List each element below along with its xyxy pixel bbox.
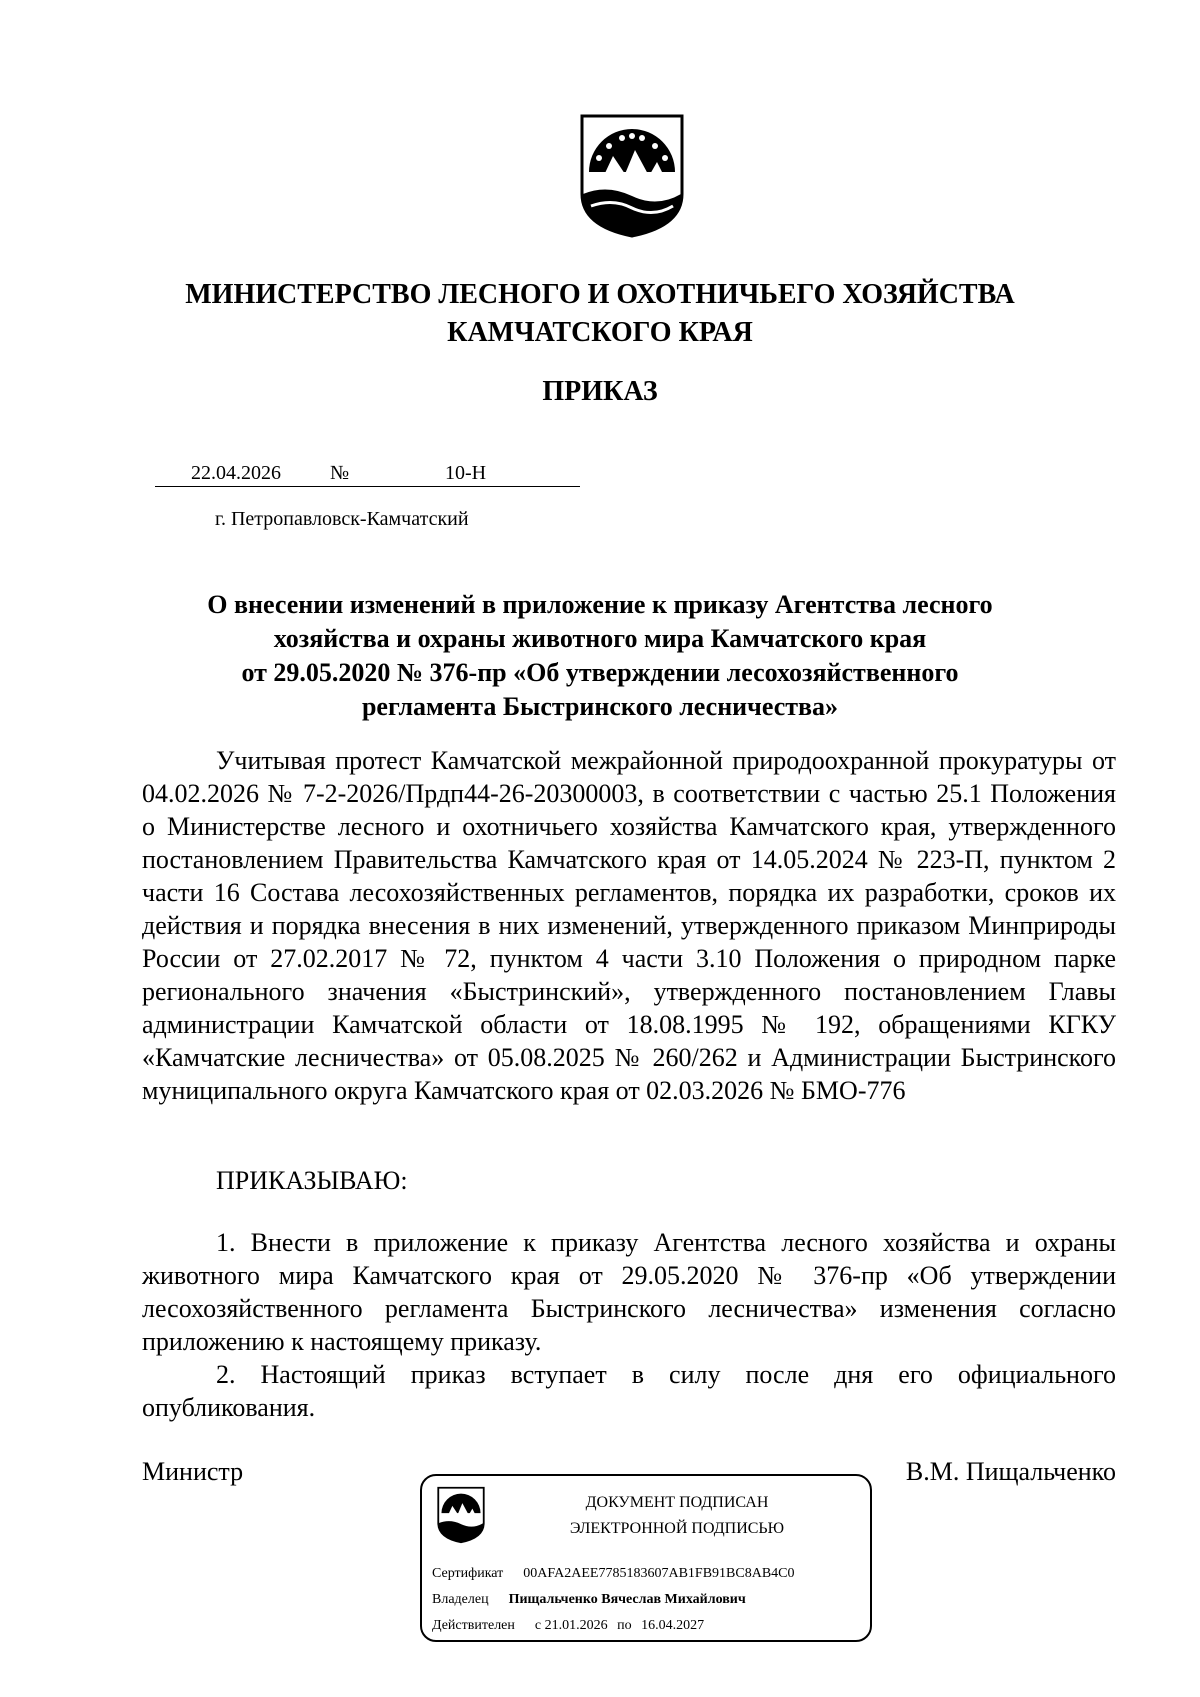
owner-label: Владелец xyxy=(432,1592,489,1607)
ministry-name xyxy=(0,276,1200,352)
electronic-signature-stamp xyxy=(420,1474,872,1642)
validity-label: Действителен xyxy=(432,1618,515,1633)
certificate-value: 00AFA2AEE7785183607AB1FB91BC8AB4C0 xyxy=(523,1566,795,1581)
signatory-name: В.М. Пищальченко xyxy=(905,1457,1116,1486)
document-city: г. Петропавловск-Камчатский xyxy=(215,508,469,530)
number-sign: № xyxy=(330,462,350,484)
coat-of-arms-icon xyxy=(577,114,687,238)
title-line-4: регламента Быстринского лесничества» xyxy=(361,692,839,721)
valid-from-prefix: с xyxy=(534,1618,542,1633)
order-item-1: 1. Внести в приложение к приказу Агентства лесного хозяйства и охраны животного мира Камчатского края от 29.05.2020 № 376-пр «Об утверждении лесохозяйственного регламента Быстринского лесничества» изменения согласно приложению к настоящему приказу. xyxy=(142,1228,1116,1356)
date-number-line xyxy=(155,462,580,487)
stamp-coat-of-arms-icon xyxy=(436,1486,486,1544)
stamp-heading-line-1: ДОКУМЕНТ ПОДПИСАН xyxy=(585,1494,769,1511)
order-word: ПРИКАЗЫВАЮ: xyxy=(216,1166,408,1195)
document-date: 22.04.2026 xyxy=(191,462,281,484)
stamp-heading xyxy=(492,1490,862,1542)
stamp-heading-line-2: ЭЛЕКТРОННОЙ ПОДПИСЬЮ xyxy=(569,1520,785,1537)
ministry-line-2: КАМЧАТСКОГО КРАЯ xyxy=(447,317,753,348)
certificate-label: Сертификат xyxy=(432,1566,504,1581)
stamp-certificate-row xyxy=(432,1566,795,1582)
order-item-2: 2. Настоящий приказ вступает в силу после дня его официального опубликования. xyxy=(142,1360,1116,1422)
preamble-paragraph: Учитывая протест Камчатской межрайонной природоохранной прокуратуры от 04.02.2026 № 7-2-2026/Прдп44-26-20300003, в соответствии с частью 25.1 Положения о Министерстве лесного и охотничьего хозяйства Камчатского края, утвержденного постановлением Правительства Камчатского края от 14.05.2024 № 223-П, пунктом 2 части 16 Состава лесохозяйственных регламентов, порядка их разработки, сроков их действия и порядка внесения в них изменений, утвержденного приказом Минприроды России от 27.02.2017 № 72, пунктом 4 части 3.10 Положения о природном парке регионального значения «Быстринский», утвержденного постановлением Главы администрации Камчатской области от 18.08.1995 № 192, обращениями КГКУ «Камчатские лесничества» от 05.08.2025 № 260/262 и Администрации Быстринского муниципального округа Камчатского края от 02.03.2026 № БМО-776 xyxy=(142,746,1116,1105)
title-line-1: О внесении изменений в приложение к приказу Агентства лесного xyxy=(207,590,993,619)
valid-to-date: 16.04.2027 xyxy=(641,1618,705,1633)
title-line-3: от 29.05.2020 № 376-пр «Об утверждении лесохозяйственного xyxy=(241,658,959,687)
document-type: ПРИКАЗ xyxy=(542,376,658,407)
stamp-owner-row xyxy=(432,1592,746,1608)
signatory-title: Министр xyxy=(142,1457,244,1486)
document-number: 10-Н xyxy=(445,462,487,484)
stamp-validity-row xyxy=(432,1618,704,1634)
owner-value: Пищальченко Вячеслав Михайлович xyxy=(508,1592,746,1607)
ministry-line-1: МИНИСТЕРСТВО ЛЕСНОГО И ОХОТНИЧЬЕГО ХОЗЯЙСТВА xyxy=(185,279,1015,310)
valid-to-prefix: по xyxy=(617,1618,632,1633)
title-line-2: хозяйства и охраны животного мира Камчатского края xyxy=(273,624,927,653)
valid-from-date: 21.01.2026 xyxy=(544,1618,608,1633)
document-title xyxy=(0,588,1200,724)
